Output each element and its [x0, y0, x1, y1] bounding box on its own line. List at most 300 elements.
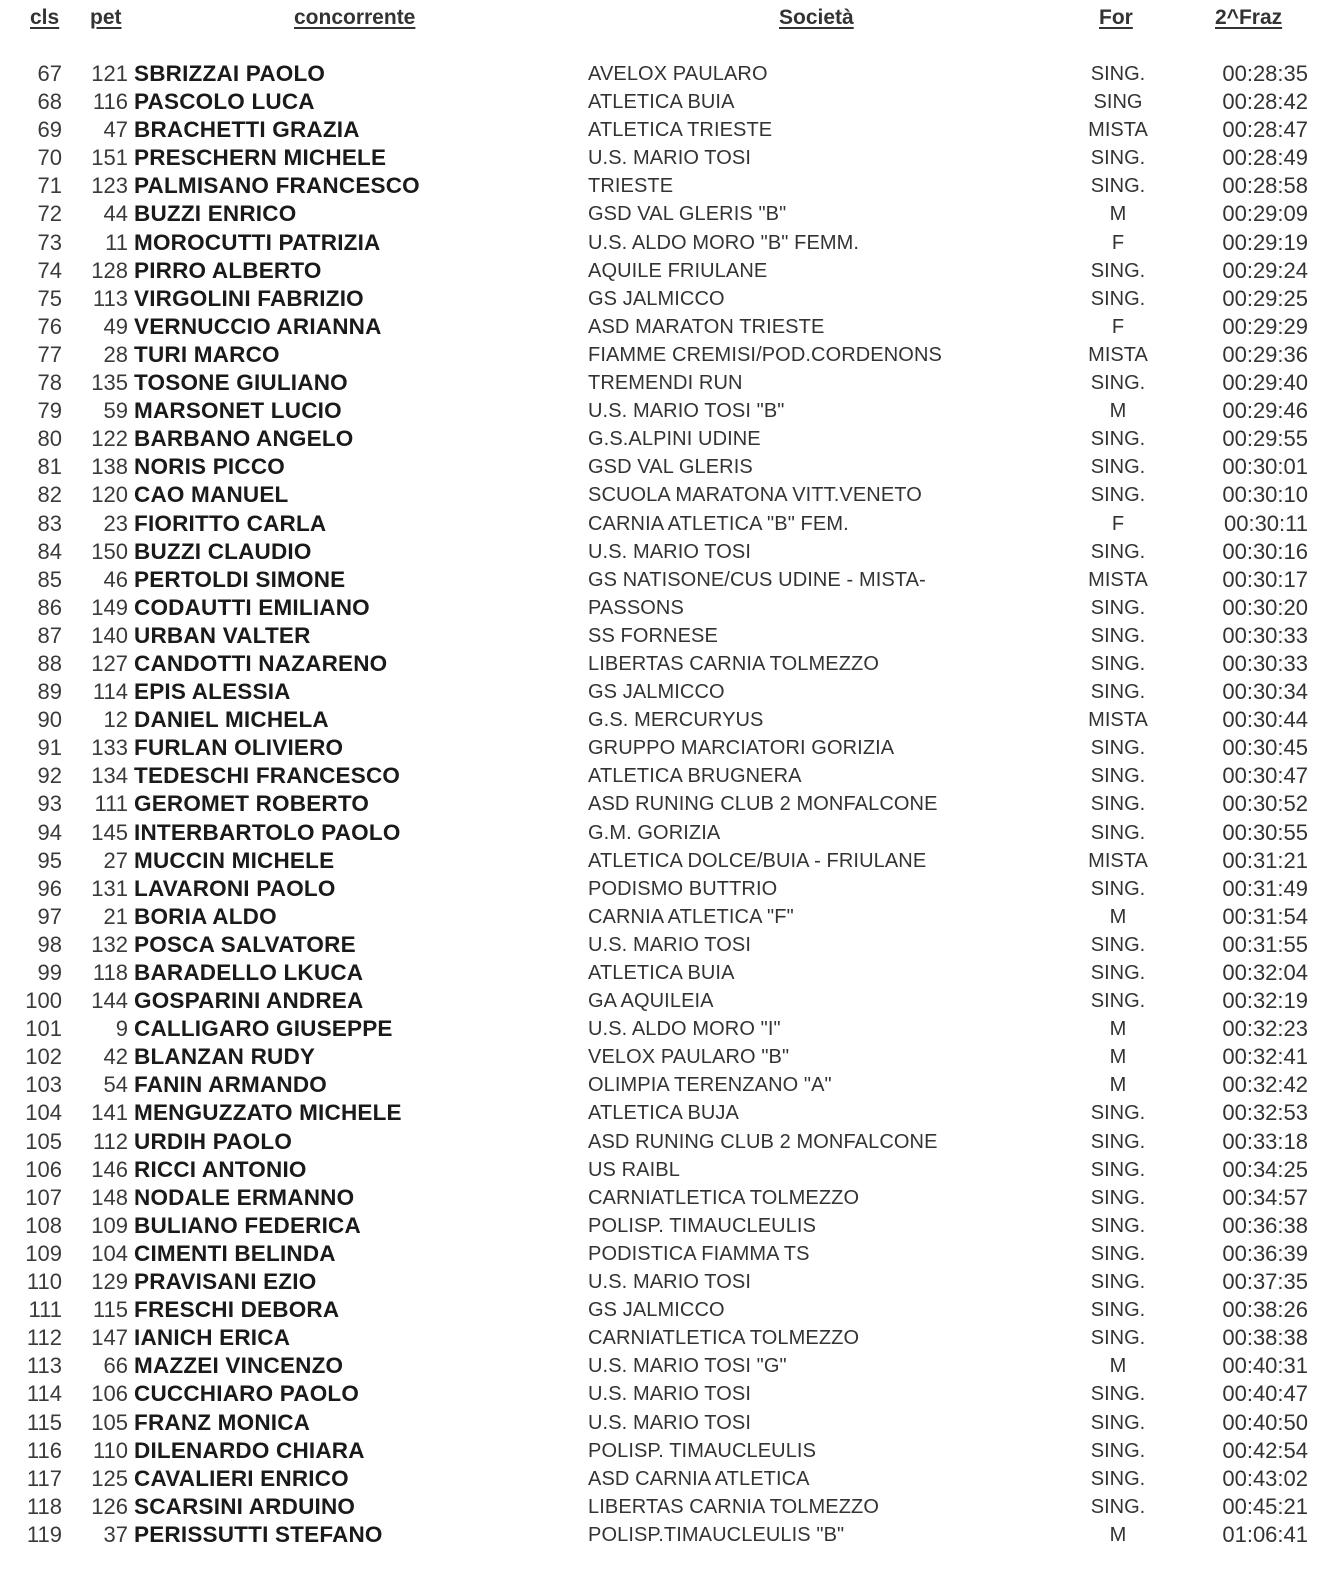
- cell-fraz: 00:32:04: [1222, 960, 1308, 985]
- cell-societa: GRUPPO MARCIATORI GORIZIA: [588, 737, 895, 760]
- cell-cls: 109: [25, 1240, 62, 1266]
- cell-cls: 69: [37, 117, 62, 143]
- cell-societa: U.S. MARIO TOSI: [588, 1383, 752, 1406]
- cell-cls: 90: [37, 707, 62, 733]
- cell-for: SING.: [1090, 484, 1146, 507]
- table-row: [0, 453, 1334, 481]
- cell-pet: 46: [103, 566, 128, 592]
- cell-for: MISTA: [1088, 709, 1148, 732]
- cell-for: F: [1111, 315, 1125, 338]
- cell-for: SING.: [1090, 877, 1146, 900]
- cell-societa: TRIESTE: [588, 175, 674, 198]
- cell-fraz: 01:06:41: [1222, 1521, 1308, 1547]
- cell-for: SING.: [1090, 1383, 1146, 1406]
- table-row: [0, 594, 1334, 622]
- cell-concorrente: TEDESCHI FRANCESCO: [134, 763, 401, 789]
- table-row: [0, 566, 1334, 594]
- results-table: [0, 60, 1334, 1549]
- cell-societa: ASD RUNING CLUB 2 MONFALCONE: [588, 793, 938, 816]
- cell-societa: CARNIATLETICA TOLMEZZO: [588, 1327, 860, 1350]
- table-row: [0, 1099, 1334, 1127]
- cell-cls: 92: [37, 763, 62, 789]
- cell-concorrente: BUZZI CLAUDIO: [134, 538, 312, 564]
- cell-cls: 113: [26, 1353, 62, 1379]
- cell-fraz: 00:29:46: [1222, 398, 1308, 424]
- table-row: [0, 538, 1334, 566]
- cell-pet: 115: [92, 1297, 128, 1323]
- cell-societa: GS JALMICCO: [588, 287, 725, 310]
- table-row: [0, 425, 1334, 453]
- cell-concorrente: FRESCHI DEBORA: [134, 1297, 340, 1323]
- cell-for: SING.: [1090, 962, 1146, 984]
- table-row: [0, 1380, 1334, 1408]
- table-row: [0, 762, 1334, 790]
- cell-societa: VELOX PAULARO "B": [588, 1046, 790, 1069]
- cell-pet: 149: [91, 594, 128, 620]
- table-row: [0, 1521, 1334, 1549]
- cell-societa: LIBERTAS CARNIA TOLMEZZO: [588, 1495, 879, 1518]
- cell-societa: G.M. GORIZIA: [588, 821, 721, 844]
- cell-for: MISTA: [1088, 849, 1148, 872]
- table-row: [0, 1437, 1334, 1465]
- cell-pet: 148: [91, 1184, 128, 1210]
- cell-societa: U.S. ALDO MORO "I": [588, 1018, 781, 1041]
- cell-for: SING: [1093, 91, 1143, 114]
- cell-societa: SS FORNESE: [588, 624, 718, 647]
- header-for: For: [1099, 6, 1133, 29]
- cell-societa: U.S. MARIO TOSI: [588, 147, 752, 170]
- cell-concorrente: BORIA ALDO: [134, 903, 277, 929]
- cell-for: SING.: [1090, 681, 1146, 704]
- cell-societa: ATLETICA BUIA: [588, 91, 735, 114]
- cell-cls: 114: [26, 1381, 62, 1407]
- cell-cls: 74: [37, 257, 62, 283]
- cell-societa: POLISP. TIMAUCLEULIS: [588, 1439, 817, 1462]
- table-row: [0, 200, 1334, 228]
- cell-fraz: 00:30:11: [1223, 510, 1308, 536]
- cell-pet: 145: [91, 819, 128, 845]
- table-row: [0, 88, 1334, 116]
- cell-fraz: 00:36:39: [1222, 1240, 1308, 1266]
- cell-fraz: 00:40:50: [1222, 1409, 1308, 1435]
- cell-cls: 83: [37, 510, 62, 536]
- cell-fraz: 00:30:44: [1222, 707, 1308, 733]
- cell-cls: 87: [37, 622, 62, 648]
- table-row: [0, 1268, 1334, 1296]
- cell-pet: 59: [103, 398, 128, 424]
- cell-concorrente: CALLIGARO GIUSEPPE: [134, 1016, 393, 1042]
- cell-cls: 100: [25, 988, 62, 1014]
- cell-fraz: 00:29:24: [1222, 257, 1308, 283]
- table-row: [0, 1184, 1334, 1212]
- cell-fraz: 00:32:23: [1222, 1016, 1308, 1042]
- cell-fraz: 00:45:21: [1222, 1493, 1308, 1519]
- cell-societa: LIBERTAS CARNIA TOLMEZZO: [588, 652, 879, 675]
- cell-fraz: 00:30:52: [1222, 791, 1308, 817]
- cell-societa: U.S. MARIO TOSI: [588, 1271, 752, 1294]
- cell-concorrente: POSCA SALVATORE: [134, 931, 356, 957]
- cell-concorrente: PRAVISANI EZIO: [134, 1269, 317, 1295]
- cell-fraz: 00:40:31: [1222, 1353, 1308, 1379]
- table-row: [0, 1043, 1334, 1071]
- cell-for: SING.: [1090, 793, 1146, 816]
- cell-concorrente: LAVARONI PAOLO: [134, 875, 336, 901]
- cell-cls: 91: [37, 735, 62, 761]
- cell-concorrente: IANICH ERICA: [134, 1325, 291, 1351]
- cell-cls: 88: [37, 650, 62, 676]
- cell-pet: 110: [92, 1437, 128, 1463]
- cell-for: MISTA: [1088, 568, 1148, 591]
- cell-concorrente: NODALE ERMANNO: [134, 1184, 355, 1210]
- cell-for: F: [1111, 231, 1125, 254]
- cell-fraz: 00:30:10: [1222, 482, 1308, 508]
- cell-for: M: [1109, 203, 1127, 226]
- cell-cls: 80: [37, 426, 62, 452]
- cell-cls: 76: [37, 313, 62, 339]
- cell-for: M: [1109, 400, 1127, 423]
- cell-pet: 21: [103, 903, 128, 929]
- cell-pet: 49: [103, 313, 128, 339]
- cell-cls: 71: [37, 173, 62, 199]
- table-row: [0, 397, 1334, 425]
- cell-pet: 123: [91, 173, 128, 199]
- cell-fraz: 00:31:54: [1222, 903, 1308, 929]
- cell-societa: CARNIATLETICA TOLMEZZO: [588, 1186, 860, 1209]
- cell-societa: ASD MARATON TRIESTE: [588, 315, 825, 338]
- cell-for: M: [1109, 1074, 1127, 1097]
- cell-cls: 101: [25, 1016, 62, 1042]
- cell-for: M: [1109, 1355, 1127, 1378]
- cell-for: SING.: [1090, 63, 1146, 85]
- table-row: [0, 172, 1334, 200]
- cell-fraz: 00:30:33: [1222, 622, 1308, 648]
- cell-fraz: 00:32:19: [1222, 988, 1308, 1014]
- cell-pet: 127: [91, 650, 128, 676]
- table-row: [0, 706, 1334, 734]
- cell-pet: 131: [91, 875, 128, 901]
- cell-fraz: 00:32:42: [1222, 1072, 1308, 1098]
- cell-concorrente: TOSONE GIULIANO: [134, 370, 348, 396]
- table-row: [0, 144, 1334, 172]
- cell-pet: 66: [103, 1353, 128, 1379]
- cell-for: SING.: [1090, 1158, 1146, 1181]
- cell-cls: 106: [25, 1156, 62, 1182]
- cell-cls: 84: [37, 538, 62, 564]
- cell-societa: POLISP. TIMAUCLEULIS: [588, 1214, 817, 1237]
- cell-pet: 138: [91, 454, 128, 480]
- cell-pet: 54: [103, 1072, 128, 1098]
- cell-cls: 86: [37, 594, 62, 620]
- cell-pet: 125: [91, 1465, 128, 1491]
- cell-concorrente: PIRRO ALBERTO: [134, 257, 322, 283]
- cell-cls: 111: [28, 1297, 62, 1323]
- cell-concorrente: CANDOTTI NAZARENO: [134, 650, 388, 676]
- table-row: [0, 847, 1334, 875]
- cell-pet: 126: [91, 1493, 128, 1519]
- table-row: [0, 1015, 1334, 1043]
- cell-cls: 97: [37, 903, 62, 929]
- cell-fraz: 00:33:18: [1222, 1128, 1308, 1154]
- cell-for: SING.: [1090, 821, 1146, 844]
- cell-fraz: 00:30:17: [1222, 566, 1308, 592]
- cell-for: SING.: [1090, 1495, 1146, 1518]
- cell-societa: ASD CARNIA ATLETICA: [588, 1467, 810, 1490]
- cell-for: SING.: [1090, 372, 1146, 395]
- cell-concorrente: VIRGOLINI FABRIZIO: [134, 285, 364, 311]
- cell-fraz: 00:29:36: [1222, 341, 1308, 367]
- cell-fraz: 00:29:09: [1222, 201, 1308, 227]
- cell-concorrente: EPIS ALESSIA: [134, 679, 291, 705]
- cell-pet: 132: [91, 931, 128, 957]
- table-row: [0, 819, 1334, 847]
- cell-cls: 103: [25, 1072, 62, 1098]
- cell-fraz: 00:42:54: [1222, 1437, 1308, 1463]
- cell-pet: 37: [103, 1521, 128, 1547]
- cell-societa: GSD VAL GLERIS: [588, 456, 753, 479]
- cell-for: SING.: [1090, 175, 1146, 198]
- cell-pet: 144: [91, 988, 128, 1014]
- cell-fraz: 00:29:25: [1222, 285, 1308, 311]
- header-concorrente: concorrente: [294, 6, 416, 29]
- cell-societa: U.S. MARIO TOSI: [588, 933, 752, 956]
- cell-concorrente: RICCI ANTONIO: [134, 1156, 307, 1182]
- cell-pet: 9: [115, 1016, 128, 1042]
- cell-concorrente: PERTOLDI SIMONE: [134, 566, 346, 592]
- cell-fraz: 00:29:40: [1222, 370, 1308, 396]
- cell-pet: 121: [91, 61, 128, 86]
- cell-societa: PASSONS: [588, 596, 684, 619]
- cell-cls: 77: [37, 341, 62, 367]
- cell-cls: 73: [37, 229, 62, 255]
- table-row: [0, 622, 1334, 650]
- cell-cls: 104: [25, 1100, 62, 1126]
- cell-pet: 47: [103, 117, 128, 143]
- cell-cls: 98: [37, 931, 62, 957]
- table-row: [0, 734, 1334, 762]
- cell-fraz: 00:29:19: [1222, 229, 1308, 255]
- table-row: [0, 116, 1334, 144]
- table-row: [0, 313, 1334, 341]
- cell-concorrente: PALMISANO FRANCESCO: [134, 173, 420, 199]
- table-row: [0, 790, 1334, 818]
- cell-cls: 117: [26, 1465, 62, 1491]
- cell-cls: 70: [37, 145, 62, 171]
- cell-for: SING.: [1090, 1271, 1146, 1294]
- cell-for: SING.: [1090, 765, 1146, 788]
- cell-for: F: [1111, 512, 1125, 535]
- cell-pet: 118: [92, 960, 128, 985]
- cell-fraz: 00:29:55: [1222, 426, 1308, 452]
- cell-pet: 28: [103, 341, 128, 367]
- table-row: [0, 678, 1334, 706]
- cell-pet: 12: [103, 707, 128, 733]
- cell-concorrente: VERNUCCIO ARIANNA: [134, 313, 382, 339]
- cell-concorrente: URDIH PAOLO: [134, 1128, 293, 1154]
- table-row: [0, 229, 1334, 257]
- cell-cls: 75: [37, 285, 62, 311]
- cell-pet: 135: [91, 370, 128, 396]
- cell-pet: 140: [91, 622, 128, 648]
- cell-pet: 111: [94, 791, 128, 817]
- table-row: [0, 959, 1334, 987]
- cell-fraz: 00:43:02: [1222, 1465, 1308, 1491]
- cell-cls: 79: [37, 398, 62, 424]
- cell-cls: 67: [37, 61, 62, 86]
- cell-societa: FIAMME CREMISI/POD.CORDENONS: [588, 343, 942, 366]
- table-row: [0, 1240, 1334, 1268]
- table-row: [0, 1128, 1334, 1156]
- cell-cls: 102: [25, 1044, 62, 1070]
- cell-fraz: 00:30:47: [1222, 763, 1308, 789]
- table-row: [0, 987, 1334, 1015]
- cell-cls: 119: [26, 1521, 62, 1547]
- cell-pet: 11: [105, 229, 128, 255]
- cell-concorrente: CUCCHIARO PAOLO: [134, 1381, 360, 1407]
- cell-societa: U.S. MARIO TOSI: [588, 540, 752, 563]
- cell-fraz: 00:28:35: [1222, 61, 1308, 86]
- table-row: [0, 1212, 1334, 1240]
- cell-fraz: 00:30:34: [1222, 679, 1308, 705]
- cell-for: SING.: [1090, 990, 1146, 1013]
- cell-pet: 113: [92, 285, 128, 311]
- cell-societa: GA AQUILEIA: [588, 990, 714, 1013]
- cell-pet: 151: [91, 145, 128, 171]
- cell-societa: POLISP.TIMAUCLEULIS "B": [588, 1523, 845, 1546]
- cell-societa: SCUOLA MARATONA VITT.VENETO: [588, 484, 922, 507]
- cell-fraz: 00:30:20: [1222, 594, 1308, 620]
- table-row: [0, 903, 1334, 931]
- cell-fraz: 00:36:38: [1222, 1212, 1308, 1238]
- table-row: [0, 510, 1334, 538]
- cell-cls: 89: [37, 679, 62, 705]
- cell-societa: GSD VAL GLERIS "B": [588, 203, 787, 226]
- cell-concorrente: SBRIZZAI PAOLO: [134, 61, 326, 86]
- cell-cls: 96: [37, 875, 62, 901]
- cell-concorrente: TURI MARCO: [134, 341, 280, 367]
- cell-for: SING.: [1090, 1130, 1146, 1153]
- cell-societa: GS NATISONE/CUS UDINE - MISTA-: [588, 568, 926, 591]
- cell-pet: 104: [91, 1240, 128, 1266]
- cell-societa: ATLETICA BUJA: [588, 1102, 739, 1125]
- cell-pet: 129: [91, 1269, 128, 1295]
- cell-pet: 44: [103, 201, 128, 227]
- table-row: [0, 285, 1334, 313]
- cell-for: SING.: [1090, 1186, 1146, 1209]
- cell-fraz: 00:28:49: [1222, 145, 1308, 171]
- cell-pet: 122: [91, 426, 128, 452]
- cell-concorrente: DANIEL MICHELA: [134, 707, 329, 733]
- cell-concorrente: BLANZAN RUDY: [134, 1044, 316, 1070]
- cell-concorrente: MOROCUTTI PATRIZIA: [134, 229, 381, 255]
- cell-for: SING.: [1090, 1439, 1146, 1462]
- cell-concorrente: SCARSINI ARDUINO: [134, 1493, 356, 1519]
- table-row: [0, 875, 1334, 903]
- cell-fraz: 00:38:38: [1222, 1325, 1308, 1351]
- cell-concorrente: BRACHETTI GRAZIA: [134, 117, 360, 143]
- cell-societa: ATLETICA DOLCE/BUIA - FRIULANE: [588, 849, 927, 872]
- cell-societa: AQUILE FRIULANE: [588, 259, 768, 282]
- header-fraz: 2^Fraz: [1215, 6, 1283, 29]
- cell-societa: US RAIBL: [588, 1158, 680, 1181]
- cell-fraz: 00:30:55: [1222, 819, 1308, 845]
- cell-concorrente: MARSONET LUCIO: [134, 398, 342, 424]
- cell-concorrente: BULIANO FEDERICA: [134, 1212, 361, 1238]
- cell-for: SING.: [1090, 737, 1146, 760]
- cell-concorrente: INTERBARTOLO PAOLO: [134, 819, 401, 845]
- cell-concorrente: CODAUTTI EMILIANO: [134, 594, 370, 620]
- cell-pet: 27: [103, 847, 128, 873]
- table-row: [0, 1071, 1334, 1099]
- cell-societa: GS JALMICCO: [588, 681, 725, 704]
- cell-concorrente: BUZZI ENRICO: [134, 201, 297, 227]
- cell-societa: CARNIA ATLETICA "F": [588, 905, 794, 928]
- table-row: [0, 1465, 1334, 1493]
- cell-cls: 94: [37, 819, 62, 845]
- cell-cls: 108: [25, 1212, 62, 1238]
- cell-concorrente: PRESCHERN MICHELE: [134, 145, 387, 171]
- cell-for: SING.: [1090, 1467, 1146, 1490]
- cell-for: SING.: [1090, 1327, 1146, 1350]
- cell-cls: 112: [26, 1325, 62, 1351]
- cell-societa: GS JALMICCO: [588, 1299, 725, 1322]
- header-cls: cls: [30, 6, 60, 29]
- cell-cls: 107: [25, 1184, 62, 1210]
- header-societa: Società: [779, 6, 854, 29]
- cell-fraz: 00:32:53: [1222, 1100, 1308, 1126]
- cell-societa: ATLETICA BUIA: [588, 962, 735, 984]
- cell-cls: 82: [37, 482, 62, 508]
- cell-concorrente: FIORITTO CARLA: [134, 510, 327, 536]
- cell-pet: 116: [92, 89, 128, 115]
- cell-cls: 118: [26, 1493, 62, 1519]
- table-row: [0, 1352, 1334, 1380]
- cell-fraz: 00:30:16: [1222, 538, 1308, 564]
- cell-cls: 115: [26, 1409, 62, 1435]
- cell-concorrente: NORIS PICCO: [134, 454, 285, 480]
- cell-for: SING.: [1090, 1102, 1146, 1125]
- cell-fraz: 00:30:01: [1222, 454, 1308, 480]
- cell-for: SING.: [1090, 456, 1146, 479]
- table-row: [0, 1156, 1334, 1184]
- cell-fraz: 00:30:33: [1222, 650, 1308, 676]
- cell-fraz: 00:31:21: [1222, 847, 1308, 873]
- cell-pet: 128: [91, 257, 128, 283]
- cell-fraz: 00:38:26: [1222, 1297, 1308, 1323]
- cell-pet: 133: [91, 735, 128, 761]
- cell-for: M: [1109, 1523, 1127, 1546]
- cell-fraz: 00:28:58: [1222, 173, 1308, 199]
- cell-concorrente: PASCOLO LUCA: [134, 89, 315, 115]
- table-row: [0, 931, 1334, 959]
- cell-concorrente: GEROMET ROBERTO: [134, 791, 370, 817]
- cell-concorrente: PERISSUTTI STEFANO: [134, 1521, 383, 1547]
- cell-for: SING.: [1090, 259, 1146, 282]
- cell-for: SING.: [1090, 1299, 1146, 1322]
- cell-societa: U.S. ALDO MORO "B" FEMM.: [588, 231, 860, 254]
- cell-for: SING.: [1090, 1214, 1146, 1237]
- cell-for: MISTA: [1088, 343, 1148, 366]
- cell-pet: 112: [92, 1128, 128, 1154]
- cell-pet: 134: [91, 763, 128, 789]
- header-pet: pet: [90, 6, 122, 29]
- cell-fraz: 00:31:49: [1222, 875, 1308, 901]
- cell-cls: 99: [37, 960, 62, 985]
- cell-cls: 95: [37, 847, 62, 873]
- table-row: [0, 1296, 1334, 1324]
- cell-pet: 141: [91, 1100, 128, 1126]
- cell-cls: 93: [37, 791, 62, 817]
- cell-for: SING.: [1090, 147, 1146, 170]
